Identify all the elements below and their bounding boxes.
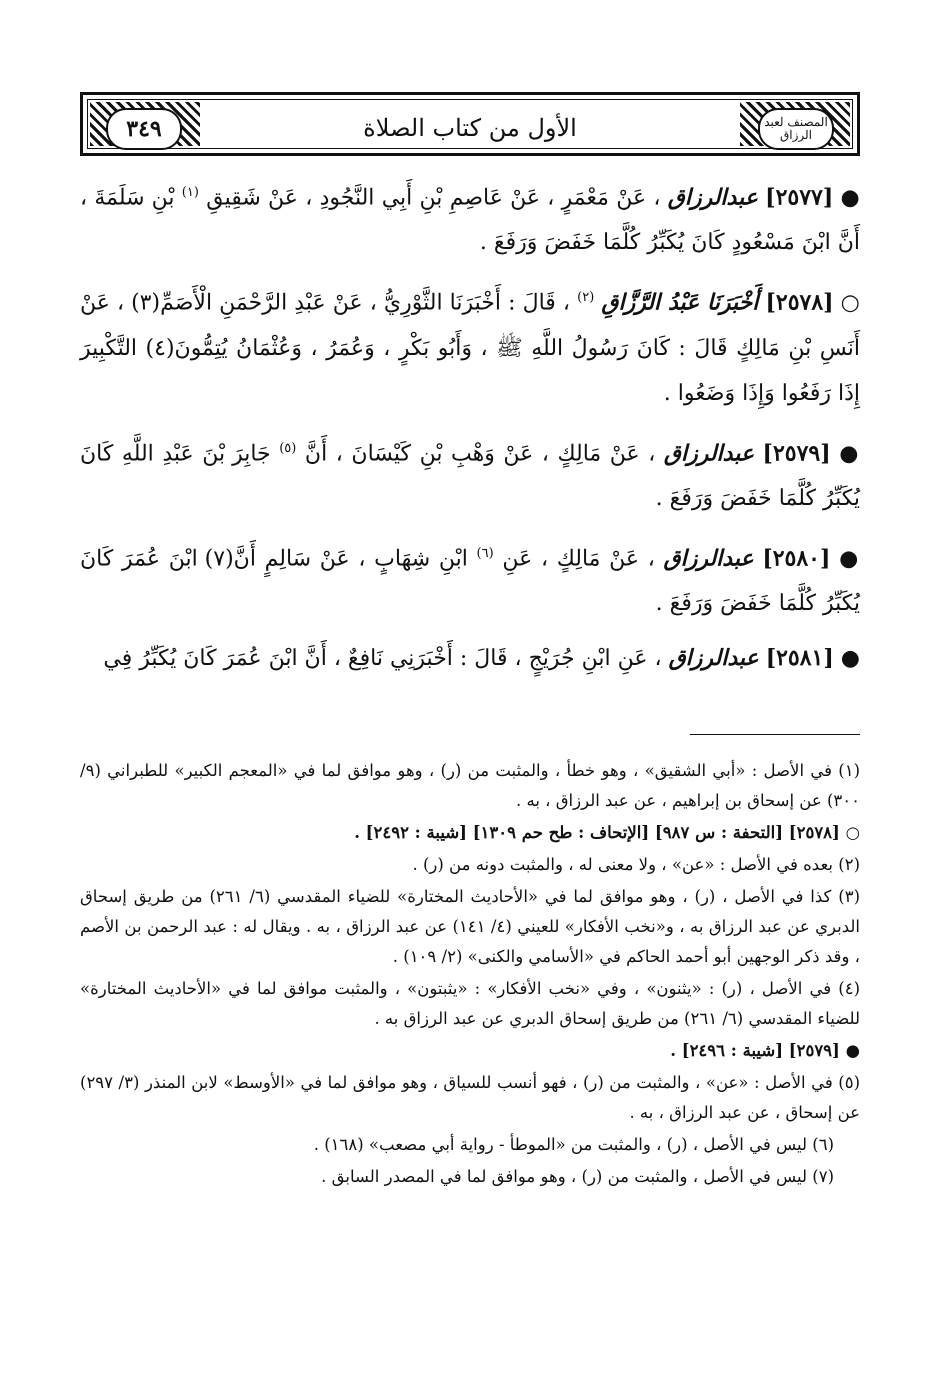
hadith-author: عبدالرزاق xyxy=(668,645,759,672)
hadith-marker: ● xyxy=(840,646,860,672)
hadith-number: [٢٥٧٧] xyxy=(765,184,834,211)
hadith-text: ، عَنِ ابْنِ جُرَيْجٍ ، قَالَ : أَخْبَرَنِي نَافِعٌ ، أَنَّ ابْنَ عُمَرَ كَانَ يُكَبِّرُ فِي xyxy=(103,646,662,672)
hadith-2578 xyxy=(80,275,860,415)
hadith-text-rest: بْنِ سَلَمَةَ ، أَنَّ ابْنَ مَسْعُودٍ كَانَ يُكَبِّرُ كُلَّمَا خَفَضَ وَرَفَعَ . xyxy=(80,185,860,256)
footnote-6: (٦) ليس في الأصل ، (ر) ، والمثبت من «الموطأ - رواية أبي مصعب» (١٦٨) . xyxy=(313,1135,834,1154)
footnote-ref: (١) xyxy=(181,185,199,200)
footnote-2: (٢) بعده في الأصل : «عن» ، ولا معنى له ، والمثبت دونه من (ر) . xyxy=(412,855,860,874)
hadith-text-rest: جَابِرَ بْنَ عَبْدِ اللَّهِ كَانَ يُكَبِّرُ كُلَّمَا خَفَضَ وَرَفَعَ . xyxy=(80,440,860,511)
hadith-text: ، عَنْ مَالِكٍ ، عَنِ xyxy=(502,546,655,572)
footnote-ref-2579: ● [٢٥٧٩] [شيبة : ٢٤٩٦] . xyxy=(670,1041,860,1060)
hadith-text: ، عَنْ مَالِكٍ ، عَنْ وَهْبِ بْنِ كَيْسَانَ ، أَنَّ xyxy=(304,440,656,466)
hadith-text: ، عَنْ مَعْمَرٍ ، عَنْ عَاصِمِ بْنِ أَبِي النَّجُودِ ، عَنْ شَقِيقِ xyxy=(206,185,661,211)
footnote-ref-2578: ○ [٢٥٧٨] [التحفة : س ٩٨٧] [الإتحاف : طح حم ١٣٠٩] [شيبة : ٢٤٩٢] . xyxy=(354,823,860,842)
hadith-number: [٢٥٨٠] xyxy=(762,545,831,572)
hadith-2580 xyxy=(80,531,860,626)
page-header xyxy=(80,92,860,156)
header-frame xyxy=(87,99,853,149)
footnote-1: (١) في الأصل : «أبي الشقيق» ، وهو خطأ ، والمثبت من (ر) ، وهو موافق لما في «المعجم الكبير» للطبراني (٩/ ٣٠٠) عن إسحاق بن إبراهيم ، عن عبد الرزاق ، به . xyxy=(80,761,860,810)
footnote-divider xyxy=(690,734,860,735)
hadith-author: عبدالرزاق xyxy=(667,184,758,211)
footnote-ref: (٦) xyxy=(476,545,494,561)
hadith-number: [٢٥٨١] xyxy=(765,645,834,672)
hadith-marker: ● xyxy=(839,440,860,466)
hadith-text-rest: ، قَالَ : أَخْبَرَنَا الثَّوْرِيُّ ، عَنْ عَبْدِ الرَّحْمَنِ الْأَصَمِّ(٣) ، عَنْ أَنَسِ بْنِ مَالِكٍ قَالَ : كَانَ رَسُولُ اللَّهِ ﷺ ، وَأَبُو بَكْرٍ ، وَعُمَرُ ، وَعُثْمَانُ يُتِمُّونَ(٤) التَّكْبِيرَ إِذَا رَفَعُوا وَإِذَا وَضَعُوا . xyxy=(80,290,860,406)
hadith-author: أَخْبَرَنَا عَبْدُ الرَّزَّاقِ xyxy=(601,289,759,316)
footnote-ref: (٥) xyxy=(279,440,297,456)
hadith-2581 xyxy=(80,636,860,681)
footnote-7: (٧) ليس في الأصل ، والمثبت من (ر) ، وهو موافق لما في المصدر السابق . xyxy=(321,1167,834,1186)
hadith-author: عبدالرزاق xyxy=(663,545,754,572)
footnote-4: (٤) في الأصل ، (ر) : «يثنون» ، وفي «نخب الأفكار» : «يثبتون» ، والمثبت موافق لما في «الأحاديث المختارة» للضياء المقدسي (٦/ ٢٦١) من طريق إسحاق الدبري عن عبد الرزاق به . xyxy=(80,979,860,1028)
hadith-text-rest: ابْنِ شِهَابٍ ، عَنْ سَالِمٍ أَنَّ(٧) ابْنَ عُمَرَ كَانَ يُكَبِّرُ كُلَّمَا خَفَضَ وَرَفَعَ . xyxy=(80,546,860,617)
page-number: ٣٤٩ xyxy=(106,108,182,150)
hadith-2579 xyxy=(80,426,860,521)
footnote-ref: (٢) xyxy=(577,290,595,306)
hadith-author: عبدالرزاق xyxy=(663,439,754,466)
hadith-number: [٢٥٧٨] xyxy=(765,289,834,316)
hadith-marker: ● xyxy=(840,185,861,211)
hadith-number: [٢٥٧٩] xyxy=(762,439,831,466)
hadith-marker: ● xyxy=(839,546,861,572)
footnotes xyxy=(80,756,860,1194)
hadith-marker: ○ xyxy=(840,290,860,316)
footnote-3: (٣) كذا في الأصل ، (ر) ، وهو موافق لما في «الأحاديث المختارة» للضياء المقدسي (٦/ ٢٦١) من طريق إسحاق الدبري عن عبد الرزاق به ، و«نخب الأفكار» للعيني (٤/ ١٤١) عن عبد الرزاق ، به . ويقال له : عبد الرحمن بن الأصم ، وقد ذكر الوجهين أبو أحمد الحاكم في «الأسامي والكنى» (٢/ ١٠٩) . xyxy=(80,887,861,966)
chapter-title: الأول من كتاب الصلاة xyxy=(363,114,577,142)
footnote-5: (٥) في الأصل : «عن» ، والمثبت من (ر) ، فهو أنسب للسياق ، وهو موافق لما في «الأوسط» لابن المنذر (٣/ ٢٩٧) عن إسحاق ، عن عبد الرزاق ، به . xyxy=(80,1073,860,1122)
book-emblem: المصنف لعبد الرزاق xyxy=(758,108,834,150)
main-text xyxy=(80,170,860,691)
hadith-2577 xyxy=(80,170,860,265)
